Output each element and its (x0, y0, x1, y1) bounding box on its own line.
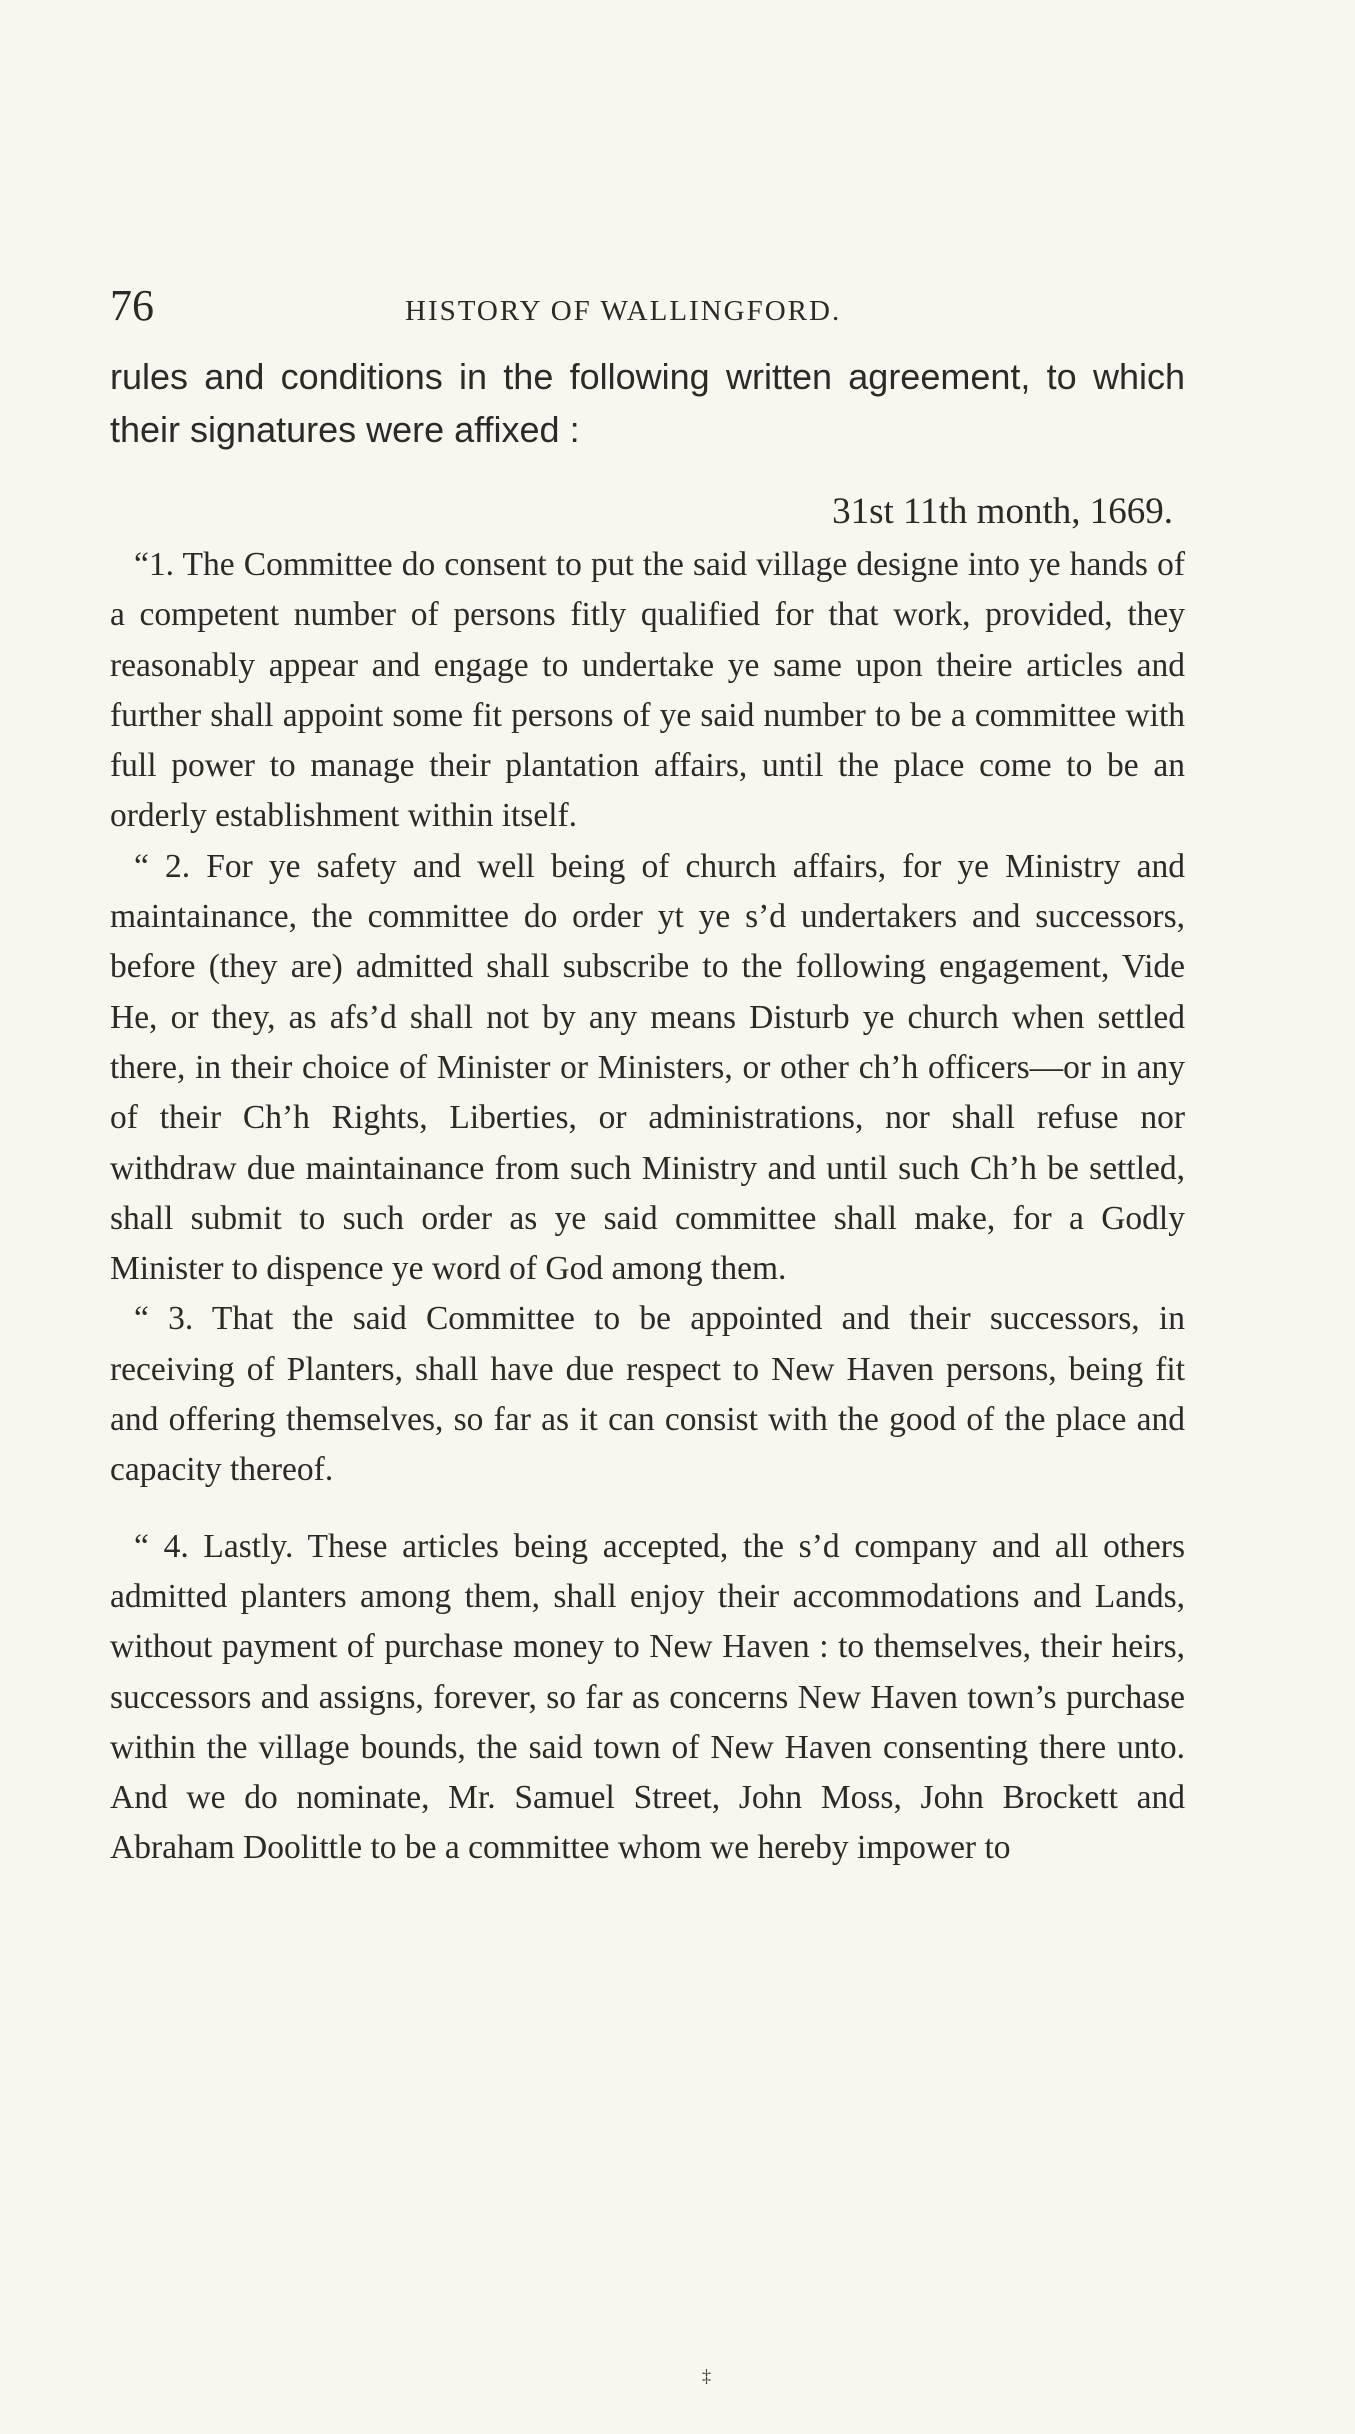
article-1: “1. The Committee do consent to put the said village designe into ye hands of a competent number of persons fitly qualified for that work, provided, they reasonably appear and engage to undertake ye same upon theire articles and further shall appoint some fit persons of ye said number to be a committee with full power to manage their plantation affairs, until the place come to be an orderly establishment within itself. (110, 546, 1185, 835)
footer-mark: ‡ (702, 2366, 711, 2386)
page-number: 76 (110, 281, 154, 330)
dateline: 31st 11th month, 1669. (832, 491, 1173, 532)
running-title: HISTORY OF WALLINGFORD. (405, 295, 842, 327)
page (110, 280, 1185, 1874)
article-4: “ 4. Lastly. These articles being accepted, the s’d company and all others admitted planters among them, shall enjoy their accommodations and Lands, without payment of purchase money to New Haven : to themselves, their heirs, successors and assigns, forever, so far as concerns New Haven town’s purchase within the village bounds, the said town of New Haven consenting there unto. And we do nominate, Mr. Samuel Street, John Moss, John Brockett and Abraham Doolittle to be a committee whom we hereby impower to (110, 1527, 1185, 1867)
article-2: “ 2. For ye safety and well being of church affairs, for ye Ministry and maintainance, the committee do order yt ye s’d undertakers and successors, before (they are) admitted shall subscribe to the following engagement, Vide He, or they, as afs’d shall not by any means Disturb ye church when settled there, in their choice of Minister or Ministers, or other ch’h officers—or in any of their Ch’h Rights, Liberties, or administrations, nor shall refuse nor withdraw due maintainance from such Ministry and until such Ch’h be settled, shall submit to such order as ye said committee shall make, for a Godly Minister to dispence ye word of God among them. (110, 847, 1185, 1288)
articles (110, 540, 1185, 1874)
running-head (110, 280, 1185, 350)
intro-paragraph: rules and conditions in the following written agreement, to which their signatures were affixed : (110, 356, 1185, 450)
article-3: “ 3. That the said Committee to be appointed and their successors, in receiving of Planters, shall have due respect to New Haven persons, being fit and offering themselves, so far as it can consist with the good of the place and capacity thereof. (110, 1300, 1185, 1489)
